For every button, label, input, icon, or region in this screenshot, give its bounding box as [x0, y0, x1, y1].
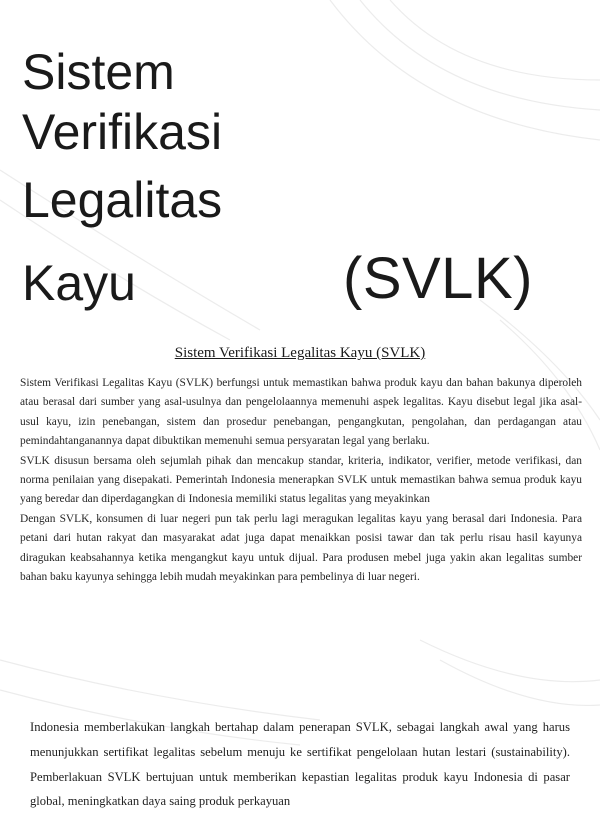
title-line-2: Verifikasi — [22, 104, 223, 160]
lower-paragraph: Indonesia memberlakukan langkah bertahap dalam penerapan SVLK, sebagai langkah awal yang harus menunjukkan sertifikat legalitas sebelum menuju ke sertifikat pengelolaan hutan lestari (sustainability). Pemberlakuan SVLK bertujuan untuk memberikan kepastian legalitas produk kayu Indonesia di pasar global, meningkatkan daya saing produk perkayuan — [30, 720, 570, 809]
body-paragraph-2: SVLK disusun bersama oleh sejumlah pihak dan mencakup standar, kriteria, indikator, verifier, metode verifikasi, dan norma penilaian yang disepakati. Pemerintah Indonesia menerapkan SVLK untuk memastikan bahwa semua produk kayu yang beredar dan diperdagangkan di Indonesia memiliki status legalitas yang meyakinkan — [20, 454, 582, 506]
section-body — [20, 374, 582, 587]
body-paragraph-3: Dengan SVLK, konsumen di luar negeri pun tak perlu lagi meragukan legalitas kayu yang berasal dari Indonesia. Para petani dari hutan rakyat dan masyarakat adat juga dapat menaikkan posisi tawar dan tak perlu risau hasil kayunya diragukan keabsahannya ketika mengangkut kayu untuk dijual. Para produsen mebel juga yakin akan legalitas sumber bahan baku kayunya sehingga lebih mudah meyakinkan para pembelinya di luar negeri. — [20, 512, 582, 584]
body-paragraph-1: Sistem Verifikasi Legalitas Kayu (SVLK) berfungsi untuk memastikan bahwa produk kayu dan bahan bakunya diperoleh atau berasal dari sumber yang asal-usulnya dan pengelolaannya memenuhi aspek legalitas. Kayu disebut legal jika asal-usul kayu, izin penebangan, sistem dan prosedur penebangan, pengangkutan, pengolahan, dan perdagangan atau pemindahtanganannya dapat dibuktikan memenuhi semua persyaratan legal yang berlaku. — [20, 377, 582, 448]
section-heading-text: Sistem Verifikasi Legalitas Kayu (SVLK) — [174, 345, 426, 361]
title-line-3: Legalitas — [22, 172, 223, 228]
lower-section — [30, 715, 570, 814]
section-heading — [0, 343, 600, 363]
title-line-1: Sistem — [22, 44, 175, 100]
title-acronym: (SVLK) — [343, 246, 533, 311]
title-line-4: Kayu — [22, 255, 136, 311]
